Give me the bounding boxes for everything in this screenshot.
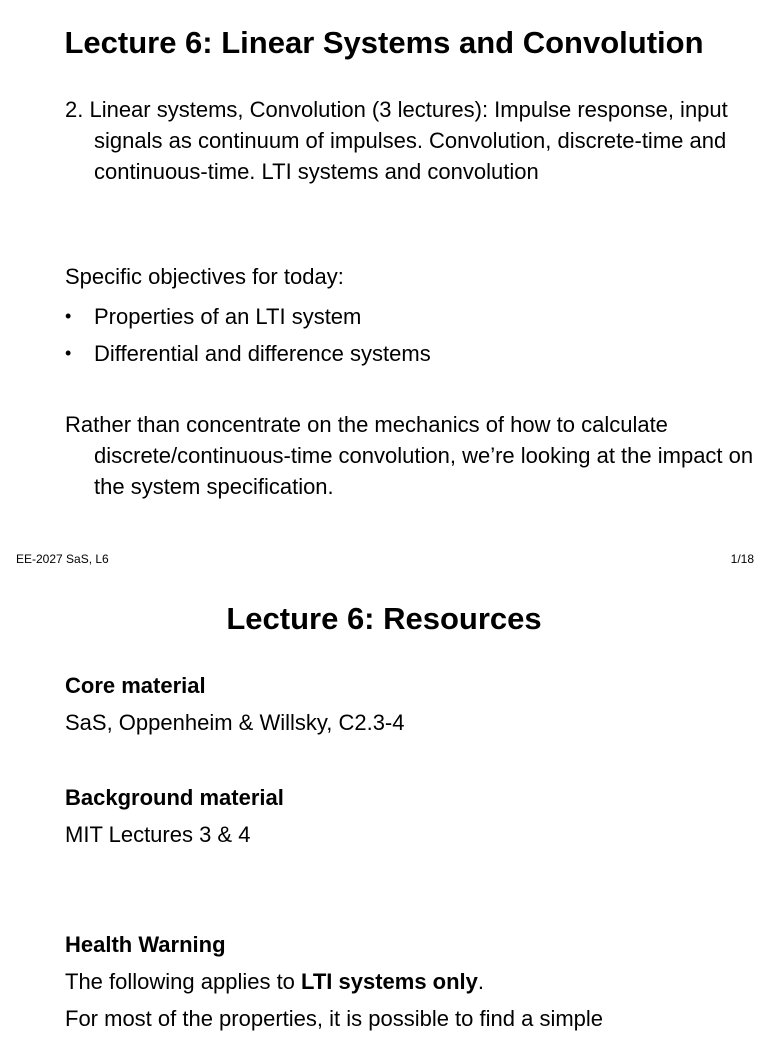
objective-text: Differential and difference systems	[94, 341, 431, 366]
page-number: 1/18	[730, 552, 754, 566]
core-material-text: SaS, Oppenheim & Willsky, C2.3-4	[65, 710, 405, 735]
slide-2-title: Lecture 6: Resources	[226, 601, 542, 636]
health-warning-suffix: .	[477, 969, 485, 994]
slide-1-title: Lecture 6: Linear Systems and Convolution	[64, 25, 704, 60]
background-material-text: MIT Lectures 3 & 4	[65, 822, 251, 847]
objective-text: Properties of an LTI system	[94, 304, 362, 329]
bullet-icon: •	[65, 306, 72, 326]
objectives-intro: Specific objectives for today:	[65, 264, 344, 289]
list-item	[65, 298, 431, 335]
health-warning-next-line: For most of the properties, it is possible to find a simple	[65, 1006, 604, 1031]
health-warning-section	[65, 926, 745, 1037]
syllabus-paragraph: 2. Linear systems, Convolution (3 lectures): Impulse response, input signals as continuum of impulses. Convolution, discrete-time and continuous-time. LTI systems and convolution	[65, 97, 728, 184]
health-warning-emphasis: LTI systems only	[301, 969, 478, 994]
objectives-list	[65, 298, 431, 372]
health-warning-text	[65, 963, 745, 1000]
footer-course-label: EE-2027 SaS, L6	[16, 552, 109, 566]
background-material-heading: Background material	[65, 785, 284, 810]
health-warning-heading: Health Warning	[65, 932, 226, 957]
core-material-section	[65, 667, 745, 741]
background-material-section	[65, 779, 745, 853]
closing-paragraph: Rather than concentrate on the mechanics of how to calculate discrete/continuous-time convolution, we’re looking at the impact on the system specification.	[65, 412, 754, 499]
health-warning-prefix: The following applies to	[65, 969, 302, 994]
bullet-icon: •	[65, 343, 72, 363]
core-material-heading: Core material	[65, 673, 206, 698]
list-item	[65, 335, 431, 372]
slide-2	[0, 580, 768, 1031]
